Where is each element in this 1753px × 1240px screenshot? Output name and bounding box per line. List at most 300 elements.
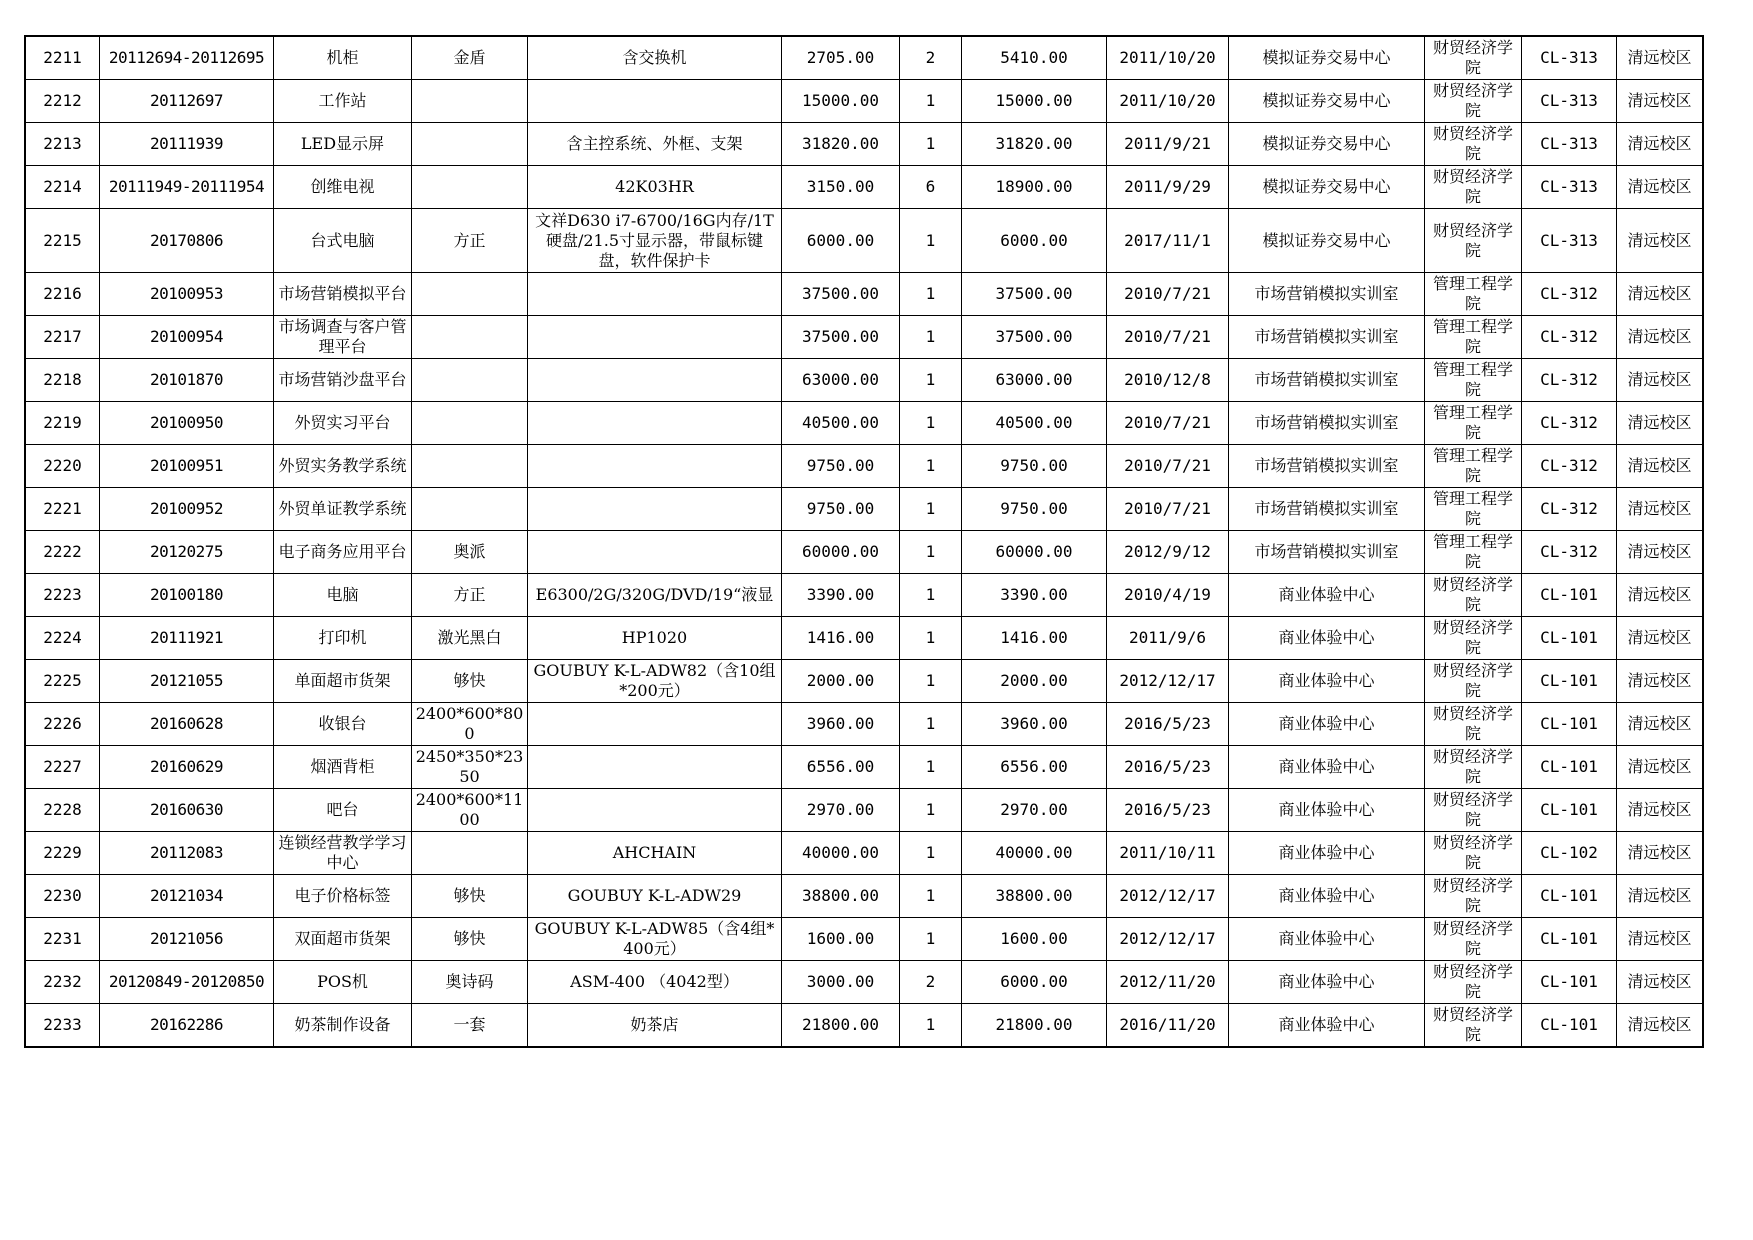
cell-brand-model [412, 80, 528, 123]
cell-quantity: 1 [900, 617, 962, 660]
cell-specification: AHCHAIN [528, 832, 782, 875]
cell-unit-price: 3960.00 [782, 703, 900, 746]
cell-asset-name: 收银台 [274, 703, 412, 746]
cell-amount: 38800.00 [962, 875, 1107, 918]
cell-quantity: 1 [900, 488, 962, 531]
cell-campus: 清远校区 [1617, 316, 1703, 359]
cell-quantity: 1 [900, 574, 962, 617]
cell-seq-no: 2211 [26, 37, 100, 80]
cell-specification: HP1020 [528, 617, 782, 660]
cell-location: 商业体验中心 [1229, 617, 1425, 660]
cell-department: 管理工程学院 [1425, 445, 1522, 488]
cell-asset-name: 创维电视 [274, 166, 412, 209]
cell-unit-price: 9750.00 [782, 488, 900, 531]
cell-seq-no: 2231 [26, 918, 100, 961]
cell-campus: 清远校区 [1617, 273, 1703, 316]
cell-seq-no: 2215 [26, 209, 100, 273]
cell-brand-model: 奥诗码 [412, 961, 528, 1004]
cell-specification: 含主控系统、外框、支架 [528, 123, 782, 166]
cell-asset-code: 20100952 [100, 488, 274, 531]
cell-purchase-date: 2016/5/23 [1107, 789, 1229, 832]
cell-seq-no: 2222 [26, 531, 100, 574]
cell-purchase-date: 2012/12/17 [1107, 875, 1229, 918]
cell-asset-code: 20120849-20120850 [100, 961, 274, 1004]
cell-brand-model [412, 488, 528, 531]
cell-asset-name: 连锁经营教学学习中心 [274, 832, 412, 875]
cell-amount: 6000.00 [962, 209, 1107, 273]
cell-brand-model: 方正 [412, 209, 528, 273]
cell-amount: 18900.00 [962, 166, 1107, 209]
cell-unit-price: 21800.00 [782, 1004, 900, 1047]
cell-campus: 清远校区 [1617, 1004, 1703, 1047]
table-row [26, 209, 1703, 273]
cell-asset-name: 双面超市货架 [274, 918, 412, 961]
cell-department: 管理工程学院 [1425, 273, 1522, 316]
cell-asset-code: 20170806 [100, 209, 274, 273]
cell-asset-name: 市场营销模拟平台 [274, 273, 412, 316]
cell-asset-code: 20112694-20112695 [100, 37, 274, 80]
cell-specification: 42K03HR [528, 166, 782, 209]
cell-seq-no: 2226 [26, 703, 100, 746]
cell-room: CL-101 [1522, 918, 1617, 961]
cell-asset-code: 20112083 [100, 832, 274, 875]
cell-brand-model: 够快 [412, 875, 528, 918]
cell-seq-no: 2213 [26, 123, 100, 166]
cell-purchase-date: 2016/11/20 [1107, 1004, 1229, 1047]
cell-brand-model [412, 445, 528, 488]
cell-purchase-date: 2010/7/21 [1107, 445, 1229, 488]
cell-department: 财贸经济学院 [1425, 123, 1522, 166]
cell-asset-name: 机柜 [274, 37, 412, 80]
cell-amount: 2000.00 [962, 660, 1107, 703]
cell-specification [528, 746, 782, 789]
cell-unit-price: 6556.00 [782, 746, 900, 789]
cell-brand-model [412, 166, 528, 209]
cell-quantity: 1 [900, 402, 962, 445]
cell-location: 模拟证券交易中心 [1229, 37, 1425, 80]
cell-department: 财贸经济学院 [1425, 789, 1522, 832]
cell-brand-model [412, 832, 528, 875]
cell-unit-price: 9750.00 [782, 445, 900, 488]
cell-department: 管理工程学院 [1425, 531, 1522, 574]
table-row [26, 746, 1703, 789]
cell-room: CL-101 [1522, 961, 1617, 1004]
cell-asset-code: 20162286 [100, 1004, 274, 1047]
cell-quantity: 1 [900, 80, 962, 123]
cell-seq-no: 2217 [26, 316, 100, 359]
cell-room: CL-312 [1522, 359, 1617, 402]
cell-campus: 清远校区 [1617, 574, 1703, 617]
cell-unit-price: 63000.00 [782, 359, 900, 402]
cell-asset-name: LED显示屏 [274, 123, 412, 166]
cell-brand-model [412, 359, 528, 402]
cell-campus: 清远校区 [1617, 445, 1703, 488]
cell-purchase-date: 2012/12/17 [1107, 918, 1229, 961]
table-row [26, 488, 1703, 531]
cell-asset-code: 20160628 [100, 703, 274, 746]
cell-amount: 40000.00 [962, 832, 1107, 875]
cell-room: CL-101 [1522, 574, 1617, 617]
cell-specification [528, 488, 782, 531]
cell-unit-price: 37500.00 [782, 316, 900, 359]
cell-location: 模拟证券交易中心 [1229, 80, 1425, 123]
cell-amount: 1416.00 [962, 617, 1107, 660]
cell-department: 财贸经济学院 [1425, 166, 1522, 209]
cell-asset-code: 20160630 [100, 789, 274, 832]
cell-quantity: 1 [900, 789, 962, 832]
cell-department: 财贸经济学院 [1425, 703, 1522, 746]
cell-asset-name: 外贸实习平台 [274, 402, 412, 445]
table-row [26, 918, 1703, 961]
cell-brand-model: 方正 [412, 574, 528, 617]
cell-amount: 63000.00 [962, 359, 1107, 402]
table-row [26, 660, 1703, 703]
cell-room: CL-312 [1522, 402, 1617, 445]
cell-asset-name: 吧台 [274, 789, 412, 832]
cell-seq-no: 2230 [26, 875, 100, 918]
cell-room: CL-101 [1522, 617, 1617, 660]
cell-department: 管理工程学院 [1425, 488, 1522, 531]
cell-brand-model: 够快 [412, 660, 528, 703]
cell-brand-model: 金盾 [412, 37, 528, 80]
cell-asset-code: 20160629 [100, 746, 274, 789]
cell-location: 商业体验中心 [1229, 746, 1425, 789]
cell-purchase-date: 2011/9/21 [1107, 123, 1229, 166]
cell-amount: 9750.00 [962, 445, 1107, 488]
cell-department: 财贸经济学院 [1425, 918, 1522, 961]
cell-campus: 清远校区 [1617, 832, 1703, 875]
cell-department: 管理工程学院 [1425, 359, 1522, 402]
cell-location: 商业体验中心 [1229, 875, 1425, 918]
cell-purchase-date: 2016/5/23 [1107, 746, 1229, 789]
cell-asset-code: 20111939 [100, 123, 274, 166]
cell-asset-name: 奶茶制作设备 [274, 1004, 412, 1047]
cell-purchase-date: 2010/7/21 [1107, 402, 1229, 445]
cell-location: 模拟证券交易中心 [1229, 123, 1425, 166]
cell-brand-model [412, 273, 528, 316]
cell-room: CL-312 [1522, 316, 1617, 359]
cell-location: 商业体验中心 [1229, 703, 1425, 746]
cell-quantity: 1 [900, 209, 962, 273]
cell-unit-price: 2970.00 [782, 789, 900, 832]
cell-unit-price: 3390.00 [782, 574, 900, 617]
cell-asset-name: POS机 [274, 961, 412, 1004]
cell-room: CL-313 [1522, 166, 1617, 209]
cell-specification [528, 789, 782, 832]
cell-seq-no: 2214 [26, 166, 100, 209]
cell-purchase-date: 2010/4/19 [1107, 574, 1229, 617]
table-row [26, 316, 1703, 359]
cell-purchase-date: 2012/11/20 [1107, 961, 1229, 1004]
cell-asset-name: 电脑 [274, 574, 412, 617]
cell-unit-price: 40000.00 [782, 832, 900, 875]
cell-purchase-date: 2011/10/20 [1107, 37, 1229, 80]
cell-location: 市场营销模拟实训室 [1229, 531, 1425, 574]
cell-department: 管理工程学院 [1425, 402, 1522, 445]
cell-room: CL-101 [1522, 875, 1617, 918]
cell-quantity: 1 [900, 918, 962, 961]
cell-campus: 清远校区 [1617, 359, 1703, 402]
cell-specification [528, 359, 782, 402]
cell-campus: 清远校区 [1617, 703, 1703, 746]
cell-department: 财贸经济学院 [1425, 961, 1522, 1004]
cell-specification [528, 402, 782, 445]
cell-seq-no: 2223 [26, 574, 100, 617]
table-row [26, 359, 1703, 402]
cell-campus: 清远校区 [1617, 166, 1703, 209]
cell-campus: 清远校区 [1617, 37, 1703, 80]
cell-department: 财贸经济学院 [1425, 37, 1522, 80]
cell-specification: 奶茶店 [528, 1004, 782, 1047]
cell-purchase-date: 2010/12/8 [1107, 359, 1229, 402]
cell-department: 财贸经济学院 [1425, 660, 1522, 703]
table-row [26, 961, 1703, 1004]
cell-campus: 清远校区 [1617, 660, 1703, 703]
cell-campus: 清远校区 [1617, 80, 1703, 123]
cell-specification [528, 445, 782, 488]
cell-amount: 6556.00 [962, 746, 1107, 789]
cell-room: CL-101 [1522, 789, 1617, 832]
cell-campus: 清远校区 [1617, 961, 1703, 1004]
cell-specification [528, 316, 782, 359]
cell-purchase-date: 2010/7/21 [1107, 316, 1229, 359]
cell-location: 商业体验中心 [1229, 574, 1425, 617]
cell-location: 商业体验中心 [1229, 789, 1425, 832]
cell-department: 管理工程学院 [1425, 316, 1522, 359]
cell-unit-price: 15000.00 [782, 80, 900, 123]
cell-unit-price: 37500.00 [782, 273, 900, 316]
cell-location: 商业体验中心 [1229, 918, 1425, 961]
cell-quantity: 1 [900, 1004, 962, 1047]
table-row [26, 531, 1703, 574]
cell-department: 财贸经济学院 [1425, 574, 1522, 617]
cell-specification: GOUBUY K-L-ADW82（含10组*200元） [528, 660, 782, 703]
asset-table-body [26, 37, 1703, 1047]
cell-seq-no: 2232 [26, 961, 100, 1004]
cell-campus: 清远校区 [1617, 875, 1703, 918]
cell-brand-model: 2400*600*1100 [412, 789, 528, 832]
cell-asset-name: 单面超市货架 [274, 660, 412, 703]
cell-quantity: 1 [900, 703, 962, 746]
cell-purchase-date: 2011/10/20 [1107, 80, 1229, 123]
cell-amount: 6000.00 [962, 961, 1107, 1004]
cell-department: 财贸经济学院 [1425, 1004, 1522, 1047]
cell-campus: 清远校区 [1617, 209, 1703, 273]
table-row [26, 273, 1703, 316]
table-row [26, 789, 1703, 832]
cell-department: 财贸经济学院 [1425, 80, 1522, 123]
cell-department: 财贸经济学院 [1425, 617, 1522, 660]
cell-location: 商业体验中心 [1229, 1004, 1425, 1047]
cell-room: CL-101 [1522, 1004, 1617, 1047]
cell-asset-code: 20100954 [100, 316, 274, 359]
cell-seq-no: 2225 [26, 660, 100, 703]
table-row [26, 37, 1703, 80]
cell-department: 财贸经济学院 [1425, 875, 1522, 918]
cell-unit-price: 6000.00 [782, 209, 900, 273]
cell-asset-name: 电子价格标签 [274, 875, 412, 918]
table-row [26, 574, 1703, 617]
cell-asset-name: 烟酒背柜 [274, 746, 412, 789]
cell-department: 财贸经济学院 [1425, 209, 1522, 273]
cell-unit-price: 60000.00 [782, 531, 900, 574]
cell-quantity: 1 [900, 531, 962, 574]
cell-asset-code: 20100951 [100, 445, 274, 488]
cell-location: 市场营销模拟实训室 [1229, 273, 1425, 316]
cell-seq-no: 2233 [26, 1004, 100, 1047]
cell-purchase-date: 2017/11/1 [1107, 209, 1229, 273]
cell-specification: GOUBUY K-L-ADW29 [528, 875, 782, 918]
table-row [26, 80, 1703, 123]
cell-asset-code: 20100950 [100, 402, 274, 445]
cell-department: 财贸经济学院 [1425, 746, 1522, 789]
cell-specification: 文祥D630 i7-6700/16G内存/1T硬盘/21.5寸显示器，带鼠标键盘，软件保护卡 [528, 209, 782, 273]
cell-quantity: 1 [900, 660, 962, 703]
cell-quantity: 2 [900, 961, 962, 1004]
cell-campus: 清远校区 [1617, 402, 1703, 445]
cell-brand-model [412, 123, 528, 166]
cell-location: 市场营销模拟实训室 [1229, 488, 1425, 531]
cell-asset-name: 外贸单证教学系统 [274, 488, 412, 531]
cell-amount: 21800.00 [962, 1004, 1107, 1047]
cell-campus: 清远校区 [1617, 746, 1703, 789]
cell-asset-code: 20101870 [100, 359, 274, 402]
cell-purchase-date: 2011/10/11 [1107, 832, 1229, 875]
cell-asset-code: 20111921 [100, 617, 274, 660]
cell-amount: 9750.00 [962, 488, 1107, 531]
table-row [26, 402, 1703, 445]
cell-campus: 清远校区 [1617, 617, 1703, 660]
cell-quantity: 6 [900, 166, 962, 209]
cell-unit-price: 3150.00 [782, 166, 900, 209]
table-row [26, 617, 1703, 660]
cell-amount: 2970.00 [962, 789, 1107, 832]
table-row [26, 445, 1703, 488]
cell-brand-model: 激光黑白 [412, 617, 528, 660]
cell-room: CL-313 [1522, 37, 1617, 80]
cell-unit-price: 3000.00 [782, 961, 900, 1004]
cell-seq-no: 2212 [26, 80, 100, 123]
cell-asset-name: 电子商务应用平台 [274, 531, 412, 574]
cell-room: CL-101 [1522, 660, 1617, 703]
cell-room: CL-313 [1522, 123, 1617, 166]
cell-quantity: 1 [900, 123, 962, 166]
cell-asset-name: 外贸实务教学系统 [274, 445, 412, 488]
cell-brand-model [412, 316, 528, 359]
cell-room: CL-313 [1522, 80, 1617, 123]
cell-room: CL-312 [1522, 445, 1617, 488]
cell-brand-model: 奥派 [412, 531, 528, 574]
cell-campus: 清远校区 [1617, 488, 1703, 531]
cell-quantity: 1 [900, 273, 962, 316]
cell-purchase-date: 2011/9/6 [1107, 617, 1229, 660]
cell-location: 市场营销模拟实训室 [1229, 359, 1425, 402]
cell-room: CL-101 [1522, 746, 1617, 789]
cell-campus: 清远校区 [1617, 789, 1703, 832]
cell-brand-model [412, 402, 528, 445]
cell-amount: 3960.00 [962, 703, 1107, 746]
cell-purchase-date: 2016/5/23 [1107, 703, 1229, 746]
cell-amount: 15000.00 [962, 80, 1107, 123]
cell-unit-price: 2705.00 [782, 37, 900, 80]
cell-amount: 60000.00 [962, 531, 1107, 574]
cell-room: CL-312 [1522, 273, 1617, 316]
cell-amount: 3390.00 [962, 574, 1107, 617]
cell-seq-no: 2220 [26, 445, 100, 488]
cell-seq-no: 2228 [26, 789, 100, 832]
cell-unit-price: 2000.00 [782, 660, 900, 703]
cell-specification [528, 273, 782, 316]
cell-location: 商业体验中心 [1229, 660, 1425, 703]
cell-unit-price: 31820.00 [782, 123, 900, 166]
cell-asset-name: 市场调查与客户管理平台 [274, 316, 412, 359]
cell-amount: 1600.00 [962, 918, 1107, 961]
cell-brand-model: 一套 [412, 1004, 528, 1047]
cell-purchase-date: 2012/12/17 [1107, 660, 1229, 703]
cell-specification: E6300/2G/320G/DVD/19“液显 [528, 574, 782, 617]
cell-department: 财贸经济学院 [1425, 832, 1522, 875]
cell-seq-no: 2218 [26, 359, 100, 402]
cell-room: CL-313 [1522, 209, 1617, 273]
cell-specification [528, 531, 782, 574]
cell-location: 模拟证券交易中心 [1229, 209, 1425, 273]
cell-seq-no: 2219 [26, 402, 100, 445]
cell-campus: 清远校区 [1617, 123, 1703, 166]
cell-amount: 37500.00 [962, 273, 1107, 316]
cell-brand-model: 2400*600*800 [412, 703, 528, 746]
cell-quantity: 1 [900, 445, 962, 488]
cell-asset-code: 20100180 [100, 574, 274, 617]
cell-specification: 含交换机 [528, 37, 782, 80]
cell-asset-code: 20121055 [100, 660, 274, 703]
cell-location: 市场营销模拟实训室 [1229, 445, 1425, 488]
cell-seq-no: 2227 [26, 746, 100, 789]
cell-amount: 37500.00 [962, 316, 1107, 359]
cell-seq-no: 2216 [26, 273, 100, 316]
table-row [26, 123, 1703, 166]
cell-quantity: 1 [900, 832, 962, 875]
cell-asset-name: 台式电脑 [274, 209, 412, 273]
cell-seq-no: 2221 [26, 488, 100, 531]
cell-unit-price: 1600.00 [782, 918, 900, 961]
cell-room: CL-312 [1522, 531, 1617, 574]
cell-quantity: 2 [900, 37, 962, 80]
cell-location: 商业体验中心 [1229, 961, 1425, 1004]
cell-quantity: 1 [900, 316, 962, 359]
cell-location: 商业体验中心 [1229, 832, 1425, 875]
cell-quantity: 1 [900, 359, 962, 402]
cell-asset-name: 工作站 [274, 80, 412, 123]
cell-asset-code: 20111949-20111954 [100, 166, 274, 209]
cell-amount: 31820.00 [962, 123, 1107, 166]
cell-asset-code: 20121034 [100, 875, 274, 918]
cell-asset-code: 20120275 [100, 531, 274, 574]
table-row [26, 875, 1703, 918]
cell-room: CL-102 [1522, 832, 1617, 875]
cell-amount: 40500.00 [962, 402, 1107, 445]
cell-location: 市场营销模拟实训室 [1229, 402, 1425, 445]
cell-asset-code: 20100953 [100, 273, 274, 316]
cell-specification [528, 80, 782, 123]
cell-brand-model: 2450*350*2350 [412, 746, 528, 789]
cell-asset-name: 打印机 [274, 617, 412, 660]
cell-asset-name: 市场营销沙盘平台 [274, 359, 412, 402]
cell-specification [528, 703, 782, 746]
table-row [26, 832, 1703, 875]
cell-campus: 清远校区 [1617, 918, 1703, 961]
cell-seq-no: 2229 [26, 832, 100, 875]
cell-seq-no: 2224 [26, 617, 100, 660]
